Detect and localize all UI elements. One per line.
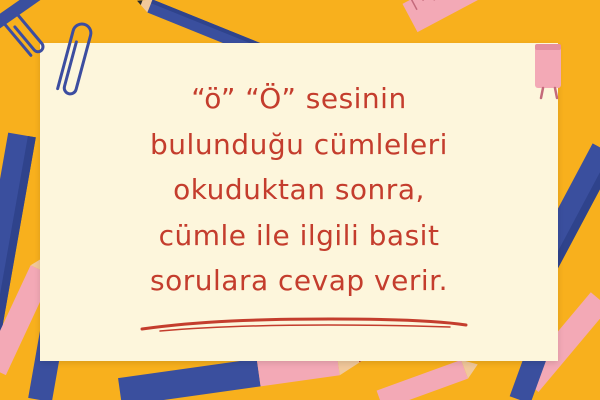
note-line: cümle ile ilgili basit: [158, 218, 440, 252]
note-line: okuduktan sonra,: [173, 173, 425, 206]
pencil-icon: [377, 355, 482, 400]
note-line: “ö” “Ö” sesinin: [191, 82, 407, 115]
binder-clip-icon: [529, 40, 569, 100]
paperclips: [0, 0, 120, 120]
hand-drawn-underline: [140, 313, 470, 337]
ruler-icon: [402, 0, 600, 32]
paperclip-icon: [0, 8, 45, 57]
note-line: sorulara cevap verir.: [150, 264, 448, 297]
paperclip-icon: [57, 22, 93, 95]
note-line: bulunduğu cümleleri: [150, 127, 448, 161]
